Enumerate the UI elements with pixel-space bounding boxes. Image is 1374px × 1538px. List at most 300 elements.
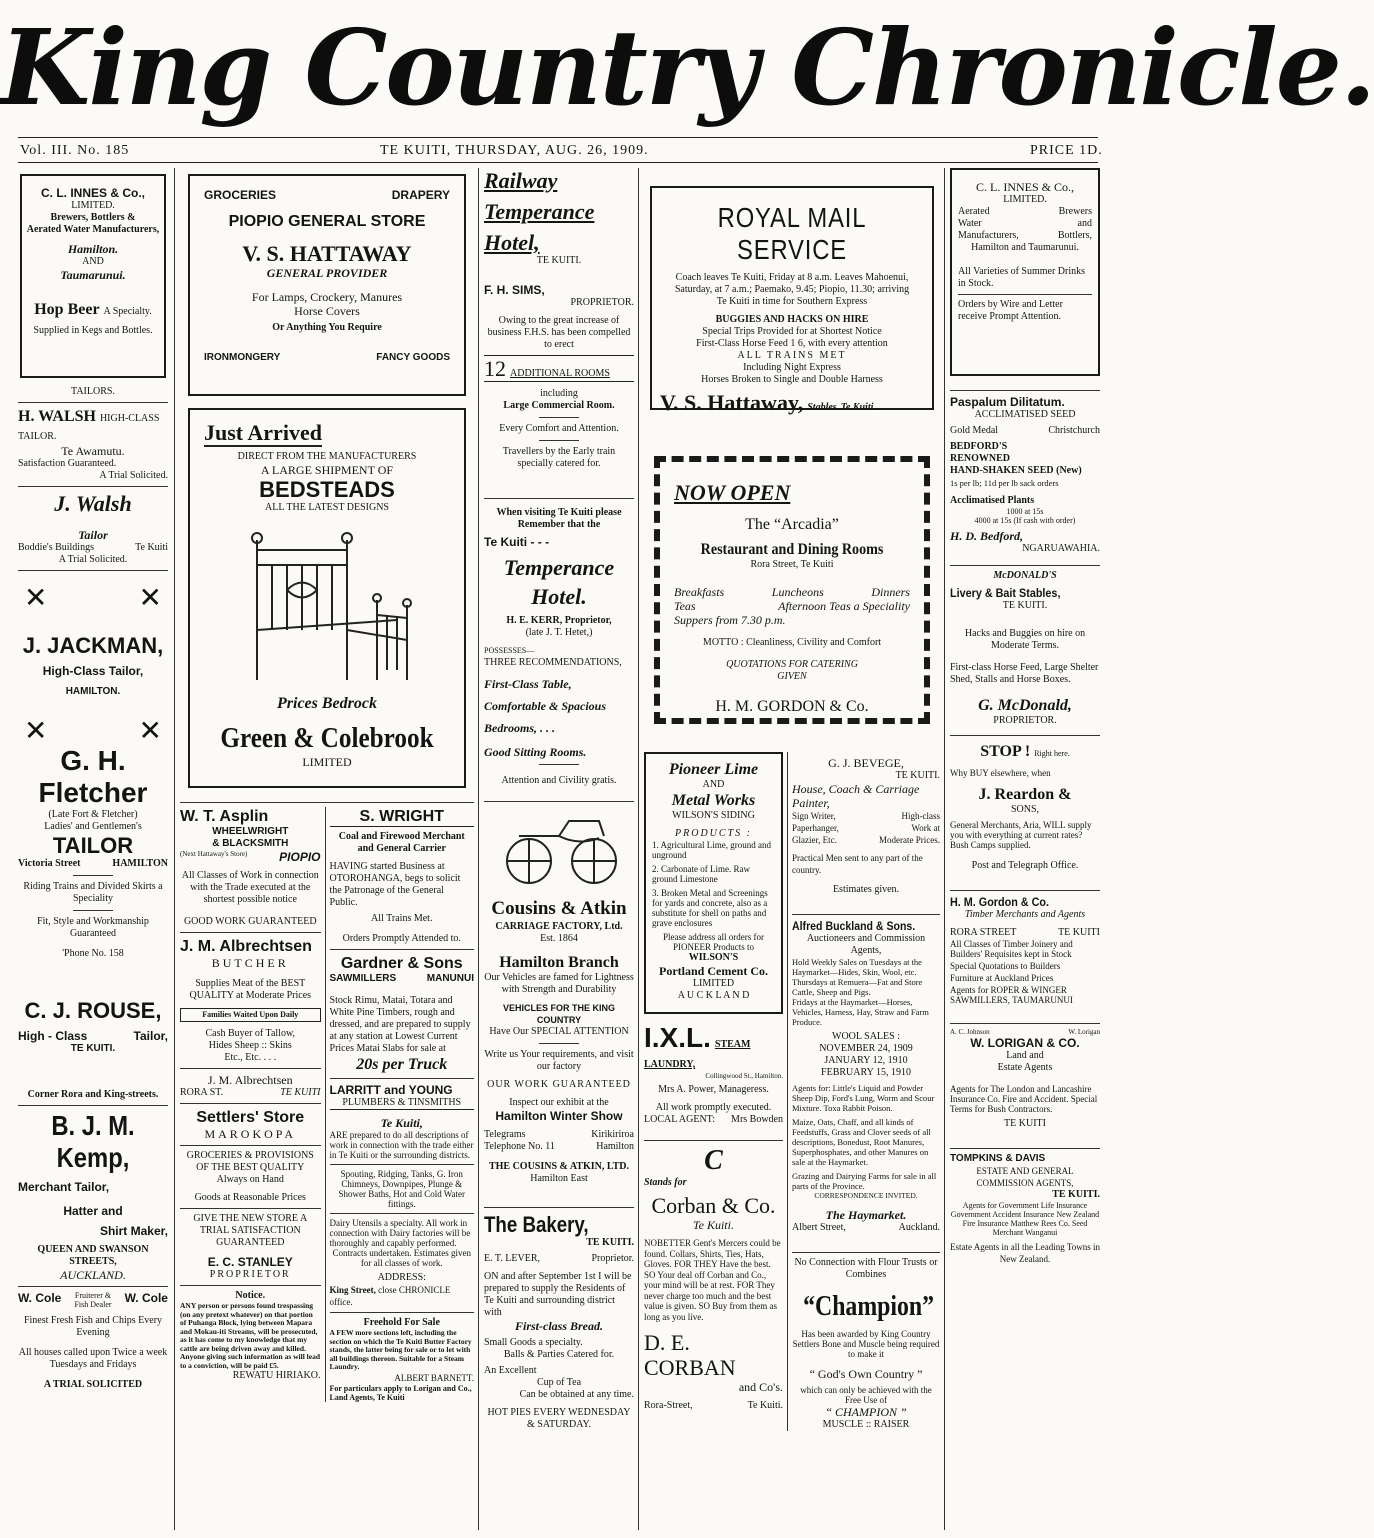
larritt-dairy: Dairy Utensils a specialty. All work in connection with Dairy factories will be thoroughly and capably performed. [329, 1218, 471, 1248]
tk-rec: First-Class Table, [484, 677, 572, 691]
reardon-ad [950, 742, 1100, 872]
col4-left [644, 752, 788, 1431]
ixl-agent-name: Mrs Bowden [731, 1114, 783, 1125]
buckland-grazing: Grazing and Dairying Farms for sale in all parts of the Province. [792, 1171, 937, 1191]
notice-title: Notice. [235, 1290, 266, 1301]
ixl-addr: Collingwood St., Hamilton. [705, 1072, 783, 1080]
mail-trips: Special Trips Provided for at Shortest Notice [702, 326, 882, 337]
col2-split [180, 807, 474, 1402]
buckland-ad [792, 919, 940, 1234]
cole-fish: Finest Fresh Fish and Chips Every Evening [23, 1315, 163, 1338]
innes-town: Taumarunui. [60, 268, 126, 282]
buckland-sale: JANUARY 12, 1910 [824, 1055, 908, 1066]
gordon-item: Furniture at Auckland Prices [950, 973, 1054, 983]
bakery-name: The Bakery, [484, 1212, 589, 1237]
buckland-town: Auckland. [898, 1222, 940, 1233]
bakery-bread: First-class Bread. [514, 1319, 603, 1333]
column-5 [950, 168, 1100, 1265]
paspalum-bedford: BEDFORD'S [950, 441, 1008, 452]
mail-buggies: BUGGIES AND HACKS ON HIRE [715, 314, 869, 325]
albrechtsen-families: Families Waited Upon Daily [180, 1008, 321, 1022]
cross-icon: ✕ [138, 583, 162, 614]
paspalum-plant-price: 4000 at 15s (If cash with order) [974, 516, 1076, 525]
railway-temperance-ad [484, 168, 634, 470]
col2-right [326, 807, 474, 1402]
kemp-line: Merchant Tailor, [18, 1180, 110, 1194]
ixl-work: All work promptly executed. [655, 1102, 772, 1113]
cousins-inspect: Inspect our exhibit at the [509, 1097, 609, 1108]
arcadia-ad [654, 456, 930, 724]
rooms-label: ADDITIONAL ROOMS [510, 368, 610, 379]
gordon-ad [950, 895, 1100, 1005]
bevege-ad [792, 756, 940, 896]
paspalum-name: Paspalum Dilitatum. [950, 395, 1065, 409]
albrechtsen-name: J. M. Albrechtsen [180, 938, 312, 955]
bakery-town: TE KUITI. [586, 1237, 634, 1248]
royal-mail-ad [650, 186, 934, 415]
larritt-trade: PLUMBERS & TINSMITHS [330, 1097, 474, 1110]
kemp-ad [18, 1110, 168, 1282]
innes-line: Aerated Water Manufacturers, [26, 224, 160, 235]
fletcher-town: HAMILTON [112, 858, 168, 869]
cole-name: W. Cole [18, 1291, 62, 1305]
mail-night: Including Night Express [743, 362, 841, 373]
innes2-line: Brewers [1058, 206, 1092, 217]
settlers-groc: GROCERIES & PROVISIONS OF THE BEST QUALITY [186, 1150, 314, 1173]
hop-beer: Hop Beer [34, 301, 100, 318]
fletcher-late: (Late Fort & Fletcher) [48, 809, 138, 820]
piopio-lamps: For Lamps, Crockery, Manures [251, 290, 403, 304]
notice-body: ANY person or persons found trespassing (on any pretext whatever) on that portion of Puhanga Block, lying between Mapara and Mokau-iti Streams, will be prosecuted, as it has come to my knowledge that my cattle are being driven away and killed. Anyone giving such information as will lead to a conviction, will be paid £5. [180, 1301, 321, 1370]
column-divider [638, 168, 639, 1530]
volume-number: Vol. III. No. 185 [20, 143, 130, 158]
pioneer-and: AND [702, 779, 725, 790]
albrechtsen-name2: J. M. Albrechtsen [207, 1073, 293, 1087]
bedsteads-prices: Prices Bedrock [277, 695, 377, 712]
masthead-title: King Country Chronicle. [0, 6, 1374, 129]
bedsteads-designs: ALL THE LATEST DESIGNS [265, 502, 389, 513]
cole-trial: A TRIAL SOLICITED [43, 1379, 143, 1390]
temperance-prop: PROPRIETOR. [570, 297, 634, 308]
buckland-name: Alfred Buckland & Sons. [792, 919, 916, 933]
mail-stables: Stables [807, 402, 837, 413]
temperance-title: Railway [484, 168, 558, 193]
mail-horse: First-Class Horse Feed 1 6, with every attention [696, 338, 888, 349]
column-divider [174, 168, 175, 1530]
bevege-line: Glazier, Etc. [792, 835, 837, 845]
gordon-desc: Timber Merchants and Agents [964, 909, 1086, 920]
arcadia-suppers: Suppers from 7.30 p.m. [674, 613, 786, 627]
larritt-body: ARE prepared to do all descriptions of work in connection with the trade either in Te Kuiti or the surrounding districts. [329, 1130, 474, 1160]
temperance-including: including [540, 388, 578, 399]
buckland-sale: NOVEMBER 24, 1909 [819, 1043, 913, 1054]
cousins-branch: Hamilton Branch [499, 954, 619, 971]
paspalum-plant-price: 1000 at 15s [1006, 507, 1044, 516]
bedsteads-ad [188, 408, 466, 788]
lorigan-partner: W. Lorigan [1068, 1028, 1100, 1036]
gardner-saw: SAWMILLERS [329, 973, 397, 984]
champion-body: Has been awarded by King Country Settlers Bone and Muscle being required to make it [792, 1329, 940, 1359]
mcdonald-ad [950, 570, 1100, 727]
lorigan-name: W. LORIGAN & CO. [970, 1036, 1080, 1050]
champion-gods: “ God's Own Country ” [809, 1367, 923, 1381]
larritt-king: King Street, [329, 1285, 376, 1295]
innes2-towns: Hamilton and Taumarunui. [971, 242, 1079, 253]
gardner-ad [330, 954, 474, 1074]
notice-sign: REWATU HIRIAKO. [232, 1370, 321, 1381]
tompkins-ad [950, 1153, 1100, 1265]
corban-and: and Co's. [738, 1380, 783, 1394]
reardon-body: General Merchants, Aria, WILL supply you with everything at current rates? Bush Camps supplied. [950, 820, 1092, 850]
reardon-name: J. Reardon & [978, 786, 1072, 803]
wright-ad [330, 807, 474, 945]
bevege-practical: Practical Men sent to any part of the country. [792, 853, 923, 875]
rouse-name: C. J. ROUSE, [24, 998, 162, 1023]
innes-ad-2 [950, 168, 1100, 376]
paspalum-plants: Acclimatised Plants [950, 495, 1035, 506]
mcdonald-town: TE KUITI. [1002, 600, 1048, 611]
champion-muscle: MUSCLE :: RAISER [822, 1419, 910, 1430]
arcadia-street: Rora Street, Te Kuiti [750, 559, 834, 570]
ixl-agent: LOCAL AGENT: [644, 1114, 716, 1125]
ixl-laundry: STEAM LAUNDRY, [644, 1039, 751, 1070]
freehold-title: Freehold For Sale [363, 1317, 440, 1328]
wright-line: Coal and Firewood Merchant [338, 831, 465, 842]
piopio-prov: GENERAL PROVIDER [266, 266, 388, 280]
asplin-ad [180, 807, 321, 928]
tk-town: Te Kuiti - - - [484, 535, 550, 549]
price: PRICE 1D. [1030, 143, 1103, 158]
cousins-est: Est. 1864 [540, 933, 578, 944]
tompkins-estate: Estate Agents in all the Leading Towns in New Zealand. [950, 1242, 1100, 1264]
albrechtsen-ad [180, 937, 321, 1099]
paspalum-owner: H. D. Bedford, [950, 529, 1023, 543]
innes2-name: C. L. INNES & Co., [975, 180, 1074, 194]
asplin-name: W. T. Asplin [180, 808, 269, 825]
settlers-give: GIVE THE NEW STORE A TRIAL SATISFACTION GUARANTEED [193, 1213, 308, 1248]
settlers-always: Always on Hand [216, 1174, 284, 1185]
arcadia-quot: QUOTATIONS FOR CATERING GIVEN [726, 659, 858, 682]
lorigan-line: Land and [1006, 1050, 1044, 1061]
albrechtsen-cash: Cash Buyer of Tallow, Hides Sheep :: Skins Etc., Etc. . . . [205, 1028, 296, 1063]
piopio-store-ad [188, 174, 466, 396]
cousins-phone: Telephone No. 11 [484, 1141, 555, 1152]
settlers-goods: Goods at Reasonable Prices [194, 1192, 306, 1203]
tk-late: (late J. T. Hetet,) [525, 627, 593, 638]
kemp-name: B. J. M. Kemp, [51, 1110, 135, 1173]
albrechtsen-kuiti: TE KUITI [280, 1087, 321, 1098]
bakery-goods: Small Goods a specialty. [484, 1337, 583, 1348]
champion-ch: “ CHAMPION ” [825, 1405, 907, 1419]
gardner-body: Stock Rimu, Matai, Totara and White Pine Timbers, rough and dressed, and are prepared to supply at any station at Lowest Current Prices Matai Slabs for sale at [329, 995, 471, 1054]
dateline-rule [18, 162, 1098, 163]
freehold-sign: ALBERT BARNETT. [394, 1372, 474, 1383]
piopio-any: Or Anything You Require [272, 322, 382, 333]
larritt-town: Te Kuiti, [380, 1116, 423, 1130]
arcadia-motto: MOTTO : Cleanliness, Civility and Comfort [702, 637, 882, 648]
gardner-town: MANUNUI [426, 973, 474, 984]
asplin-next: (Next Hattaway's Store) [180, 850, 248, 858]
bevege-town: TE KUITI. [895, 770, 940, 781]
mail-town: Te Kuiti [840, 402, 874, 413]
bedsteads-title: BEDSTEADS [259, 477, 395, 502]
arcadia-menu: Teas [674, 599, 696, 613]
bakery-owner: E. T. LEVER, [484, 1253, 541, 1264]
bakery-pies: HOT PIES EVERY WEDNESDAY & SATURDAY. [487, 1407, 631, 1430]
column-1 [18, 168, 168, 1391]
tk-title: Temperance [503, 555, 615, 580]
freehold-ad [330, 1317, 474, 1402]
gordon-name: H. M. Gordon & Co. [950, 895, 1049, 909]
cole-mid: Fish Dealer [74, 1300, 112, 1309]
piopio-drapery: DRAPERY [391, 188, 450, 202]
larritt-address: ADDRESS: [377, 1272, 426, 1283]
settlers-prop: PROPRIETOR [209, 1269, 291, 1280]
albrechtsen-supplies: Supplies Meat of the BEST QUALITY at Moderate Prices [189, 978, 312, 1001]
cousins-atkin-ad [484, 806, 634, 1185]
tk-attn: Attention and Civility gratis. [501, 775, 617, 786]
larritt-name: LARRITT and YOUNG [329, 1083, 453, 1097]
fletcher-ad [18, 745, 168, 960]
settlers-ad [180, 1108, 321, 1281]
arcadia-firm: H. M. GORDON & Co. [715, 698, 869, 715]
wright-line: and General Carrier [357, 843, 446, 854]
ixl-name: I.X.L. [644, 1022, 711, 1053]
phone-number: 158 [108, 948, 124, 959]
corban-name: Corban & Co. [651, 1193, 776, 1218]
ixl-ad [644, 1022, 783, 1126]
walsh-trial: A Trial Solicited. [99, 470, 168, 481]
pioneer-ltd: LIMITED [692, 978, 735, 989]
corban-street: Rora-Street, [644, 1400, 693, 1411]
piopio-fancy: FANCY GOODS [376, 352, 450, 363]
innes-limited: LIMITED. [71, 200, 115, 211]
pioneer-product: 2. Carbonate of Lime. Raw ground Limestone [652, 864, 750, 884]
innes-and: AND [82, 256, 104, 267]
buckland-agents: Agents for: Little's Liquid and Powder Sheep Dip, Ford's Lung, Worm and Scour Mixture. Toxa Rabbit Poison. [792, 1083, 935, 1113]
mail-body: Coach leaves Te Kuiti, Friday at 8 a.m. Leaves Mahoenui, Saturday, at 7 a.m.; Paemako, 9.45; Piopio, 11.30; arriving Te Kuiti in time for Southern Express [674, 272, 910, 307]
bedstead-illustration [227, 520, 427, 690]
buckland-wool: WOOL SALES : [832, 1031, 900, 1042]
cousins-write: Write us Your requirements, and visit our factory [484, 1049, 634, 1072]
arcadia-menu: Dinners [871, 585, 910, 599]
innes2-all: All Varieties of Summer Drinks in Stock. [958, 266, 1086, 289]
gordon-item: Special Quotations to Builders [950, 961, 1061, 971]
pioneer-title: Metal Works [671, 792, 756, 809]
tompkins-body: Agents for Government Life Insurance Government Accident Insurance New Zealand Fire Insurance Matthew Rees Co. Seed Merchant Wanganui [950, 1201, 1100, 1237]
cousins-tel-value: Kirikiriroa [591, 1129, 634, 1140]
temperance-owner: F. H. SIMS, [484, 283, 545, 297]
innes-name: C. L. INNES & Co., [40, 186, 145, 200]
innes-line: Brewers, Bottlers & [50, 212, 136, 223]
mcdonald-sig: G. McDonald, [978, 697, 1072, 714]
ixl-mgr: Mrs A. Power, Manageress. [658, 1084, 769, 1095]
arcadia-name: Restaurant and Dining Rooms [700, 541, 884, 558]
bakery-ad [484, 1212, 634, 1431]
paspalum-bedford: RENOWNED [950, 453, 1011, 464]
reardon-why: Why BUY elsewhere, when [950, 768, 1051, 778]
kemp-addr: QUEEN AND SWANSON STREETS, [37, 1244, 149, 1267]
gordon-agents: Agents for ROPER & WINGER SAWMILLERS, TAUMARUNUI [950, 985, 1073, 1005]
arcadia-menu: Luncheons [771, 585, 824, 599]
bedsteads-shipment: A LARGE SHIPMENT OF [260, 463, 394, 477]
col4-right [788, 752, 940, 1431]
jwalsh-town: Te Kuiti [135, 542, 168, 553]
lorigan-town: TE KUITI [1004, 1118, 1046, 1129]
mail-title: ROYAL MAIL SERVICE [717, 202, 867, 265]
cousins-show: Hamilton Winter Show [495, 1109, 623, 1123]
pioneer-product: 1. Agricultural Lime, ground and unground [652, 840, 771, 860]
phone-label: 'Phone [62, 948, 90, 959]
bakery-balls: Balls & Parties Catered for. [503, 1349, 615, 1360]
cousins-vehicles: VEHICLES FOR THE KING COUNTRY [502, 1003, 615, 1025]
larritt-close: close CHRONICLE office. [329, 1285, 451, 1307]
wright-name: S. WRIGHT [330, 807, 474, 827]
notice-ad [180, 1290, 321, 1382]
tompkins-town: TE KUITI. [1052, 1189, 1100, 1200]
buckland-body: Fridays at the Haymarket—Horses, Vehicles, Harness, Hay, Straw and Farm Produce. [792, 997, 929, 1027]
innes2-line: and [1077, 218, 1092, 229]
pioneer-auckland: A U C K L A N D [677, 990, 750, 1001]
corban-kuiti: Te Kuiti. [747, 1400, 783, 1411]
lorigan-agents: Agents for The London and Lancashire Insurance Co. Fire and Accident. Special Terms for Bush Contractors. [950, 1084, 1098, 1114]
jackman-town: HAMILTON. [65, 686, 121, 697]
paspalum-place: NGARUAWAHIA. [1022, 543, 1100, 554]
piopio-store: PIOPIO GENERAL STORE [228, 213, 426, 230]
kemp-line: Shirt Maker, [99, 1224, 168, 1238]
rouse-corner: Corner Rora and King-streets. [27, 1089, 159, 1100]
piopio-owner: V. S. HATTAWAY [242, 241, 412, 266]
mcdonald-prop: PROPRIETOR. [993, 715, 1057, 726]
buckland-desc: Auctioneers and Commission Agents, [806, 933, 926, 956]
bevege-name: G. J. BEVEGE, [828, 756, 904, 770]
phone-no: No. [91, 948, 107, 959]
settlers-name: Settlers' Store [196, 1109, 305, 1126]
pioneer-wilsons: WILSON'S [688, 952, 739, 963]
innes-ad [20, 174, 166, 378]
champion-no: No Connection with Flour Trusts or Combines [794, 1257, 938, 1280]
bedsteads-direct: DIRECT FROM THE MANUFACTURERS [237, 451, 417, 462]
walsh-sat: Satisfaction Guaranteed. [18, 458, 117, 469]
mail-trains: ALL TRAINS MET [737, 350, 847, 361]
kemp-line: Hatter and [63, 1204, 123, 1218]
innes2-line: Aerated [958, 206, 990, 217]
wright-orders: Orders Promptly Attended to. [342, 933, 461, 944]
asplin-trade: & BLACKSMITH [212, 838, 289, 849]
bevege-line: Moderate Prices. [879, 835, 940, 845]
pioneer-product: 3. Broken Metal and Screenings for yards and concrete, also as a substitute for shell on paths and grave enclosures [652, 888, 768, 928]
paspalum-price: 1s per lb; 11d per lb sack orders [950, 478, 1059, 488]
bevege-line: Paperhanger, [792, 823, 839, 833]
cousins-body: Our Vehicles are famed for Lightness with Strength and Durability [484, 972, 634, 995]
albrechtsen-trade: BUTCHER [211, 956, 289, 970]
paspalum-ad [950, 395, 1100, 555]
tk-rec: Bedrooms, . . . [484, 721, 556, 735]
bakery-prop: Proprietor. [591, 1253, 634, 1264]
asplin-body: All Classes of Work in connection with the Trade executed at the shortest possible notice [181, 870, 319, 905]
innes2-orders: Orders by Wire and Letter receive Prompt Attention. [958, 299, 1063, 322]
jackman-ad [18, 575, 168, 747]
larritt-spouting: Spouting, Ridging, Tanks, G. Iron Chimneys, Downpipes, Plunge & Shower Baths, Hot and Cold Water fittings. [338, 1169, 466, 1209]
cousins-phone-value: Hamilton [596, 1141, 634, 1152]
issue-date: TE KUITI, THURSDAY, AUG. 26, 1909. [380, 143, 649, 158]
tk-rec: Good Sitting Rooms. [484, 745, 587, 759]
cole-name: W. Cole [124, 1291, 168, 1305]
champion-ad [792, 1257, 940, 1431]
piopio-horse: Horse Covers [294, 304, 360, 318]
jackman-desc: High-Class Tailor, [42, 664, 144, 678]
temperance-town: TE KUITI. [536, 255, 582, 266]
paspalum-gold: Gold Medal [950, 425, 999, 436]
masthead-rule [18, 137, 1098, 138]
cousins-tel: Telegrams [484, 1129, 526, 1140]
arcadia-open: NOW OPEN [674, 480, 791, 505]
bevege-trade: House, Coach & Carriage Painter, [792, 782, 920, 810]
mail-broken: Horses Broken to Single and Double Harness [701, 374, 883, 385]
bevege-est: Estimates given. [832, 884, 900, 895]
fletcher-tailor: TAILOR [52, 833, 134, 858]
walsh-town: Te Awamutu. [61, 444, 125, 458]
jwalsh-bldg: Boddie's Buildings [18, 542, 94, 553]
corban-town: Te Kuiti. [693, 1218, 734, 1232]
bedsteads-firm: Green & Colebrook [220, 723, 434, 754]
arcadia-menu: Breakfasts [674, 585, 725, 599]
walsh-desc: HIGH-CLASS TAILOR. [18, 413, 160, 442]
lorigan-partner: A. C. Johnson [950, 1028, 990, 1036]
jackman-name: J. JACKMAN, [22, 633, 164, 658]
h-walsh-ad [18, 407, 168, 482]
lorigan-ad [950, 1028, 1100, 1130]
tk-when: When visiting Te Kuiti please Remember that the [496, 507, 622, 530]
pioneer-please: Please address all orders for PIONEER Products to [663, 932, 764, 952]
temperance-travellers: Travellers by the Early train specially catered for. [502, 446, 616, 469]
fletcher-street: Victoria Street [18, 858, 81, 869]
gordon-item: All Classes of Timber Joinery and Builders' Requisites kept in Stock [950, 939, 1073, 959]
cousins-work: OUR WORK GUARANTEED [487, 1079, 631, 1090]
innes2-limited: LIMITED. [1003, 194, 1047, 205]
bakery-excellent: An Excellent [484, 1365, 537, 1376]
pioneer-ad [644, 752, 783, 1014]
temperance-title: Temperance [484, 199, 595, 224]
mcdonald-hacks: Hacks and Buggies on hire on Moderate Terms. [964, 628, 1086, 651]
corban-c: C [704, 1145, 723, 1176]
rooms-count: 12 [484, 356, 506, 381]
wright-trains: All Trains Met. [371, 913, 433, 924]
buckland-body: Thursdays at Remuera—Fat and Store Cattle, Sheep and Pigs. [792, 977, 923, 997]
asplin-town: PIOPIO [279, 850, 321, 864]
larritt-ad [330, 1083, 474, 1308]
bakery-body: ON and after September 1st I will be prepared to supply the Residents of Te Kuiti and surrounding district with [484, 1271, 632, 1318]
gordon-kuiti: TE KUITI [1058, 927, 1100, 938]
specialty: A Specialty. [103, 306, 152, 317]
mcdonald-name: McDONALD'S [993, 570, 1057, 581]
bedsteads-arrived: Just Arrived [204, 420, 322, 445]
column-divider [478, 168, 479, 1530]
innes2-line: Water [958, 218, 982, 229]
buckland-hay: The Haymarket. [825, 1208, 907, 1222]
mail-name: V. S. Hattaway, [660, 390, 804, 415]
pioneer-title: Pioneer Lime [668, 761, 759, 778]
cole-mid: Fruiterer & [74, 1291, 112, 1300]
bedsteads-ltd: LIMITED [302, 755, 352, 769]
tk-poss: POSSESSES— [484, 646, 535, 655]
cousins-factory: CARRIAGE FACTORY, Ltd. [495, 921, 623, 932]
pioneer-siding: WILSON'S SIDING [672, 810, 755, 821]
gordon-rora: RORA STREET [950, 927, 1017, 938]
jwalsh-name: J. Walsh [54, 491, 132, 516]
tk-title: Hotel. [531, 584, 587, 609]
tompkins-name: TOMPKINS & DAVIS [950, 1153, 1046, 1164]
